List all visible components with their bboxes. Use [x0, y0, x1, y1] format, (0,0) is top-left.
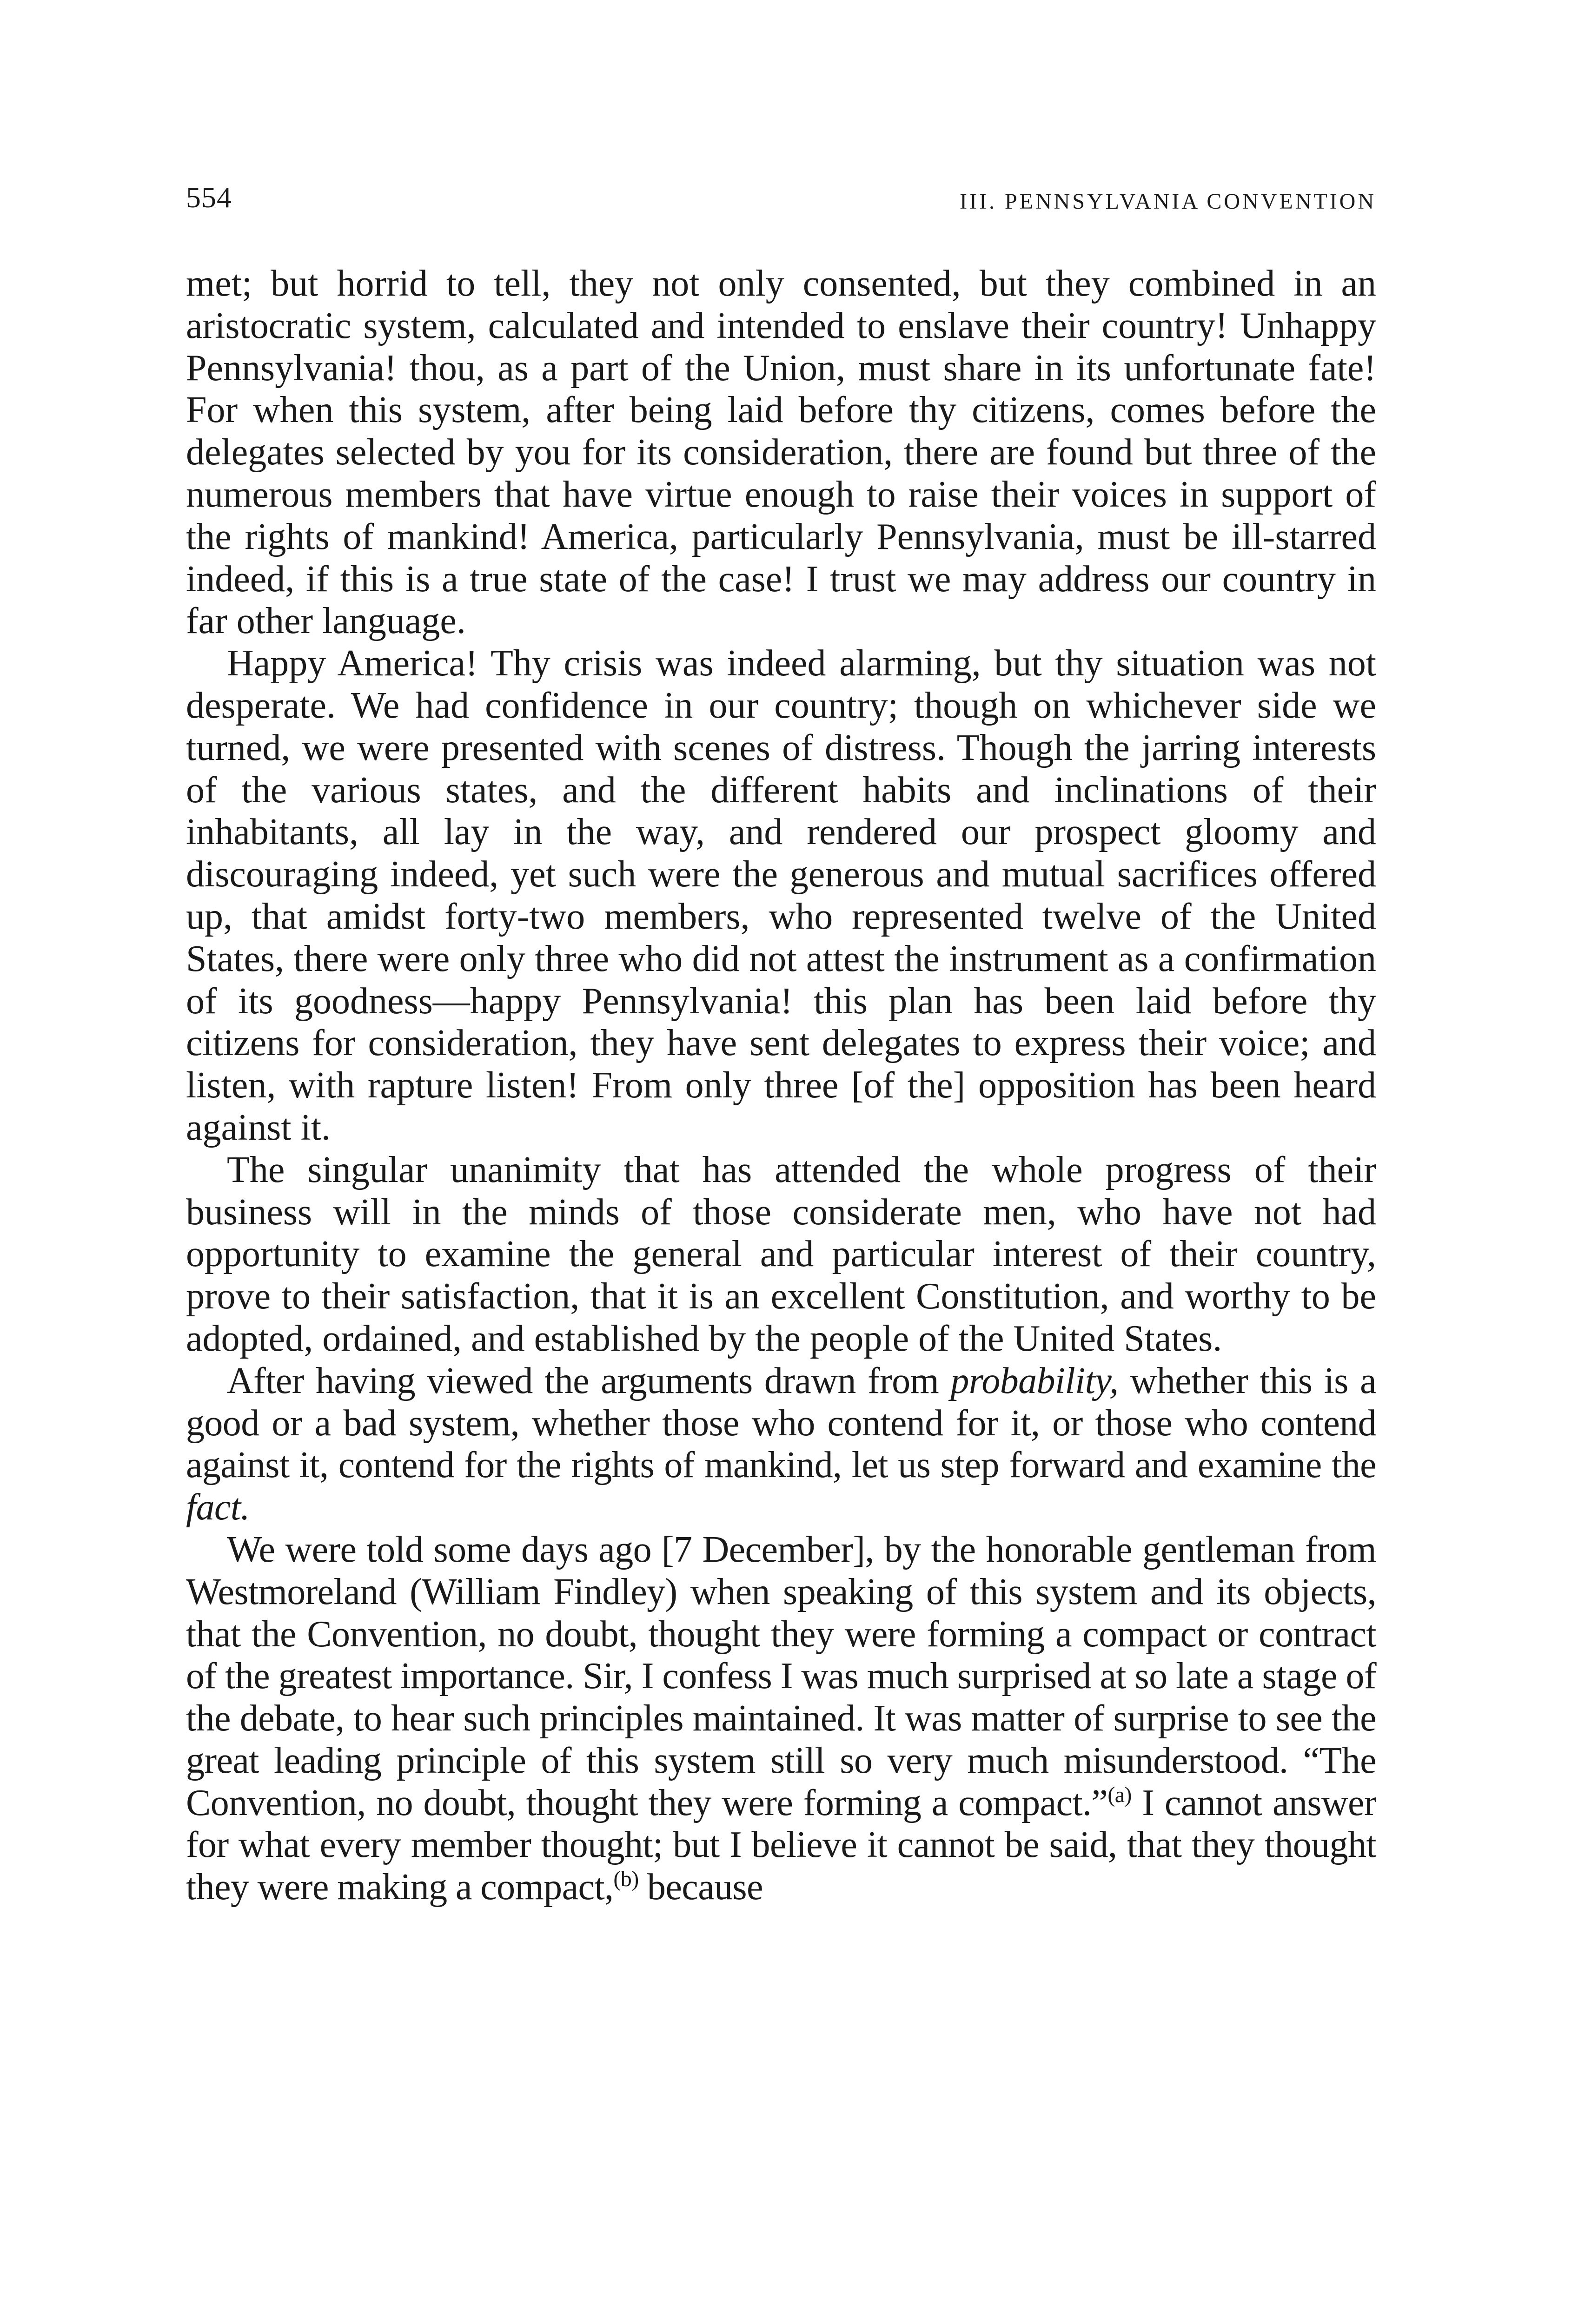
paragraph-4-text-b: whether this is a good or a bad system, whether those who contend for it, or those who contend against it, contend for the rights of mankind, let us step forward and examine the: [186, 1360, 1376, 1486]
paragraph-2: Happy America! Thy crisis was indeed alarming, but thy situation was not desperate. We had confidence in our country; though on whichever side we turned, we were presented with scenes of distress. Though the jarring interests of the various states, and the different habits and inclinations of their inhabitants, all lay in the way, and rendered our prospect gloomy and discouraging indeed, yet such were the generous and mutual sacrifices offered up, that amidst forty-two members, who represented twelve of the United States, there were only three who did not attest the instrument as a confirmation of its goodness—happy Pennsylvania! this plan has been laid before thy citizens for consideration, they have sent delegates to express their voice; and listen, with rapture listen! From only three [of the] opposition has been heard against it.: [186, 643, 1376, 1148]
paragraph-5-text-a: We were told some days ago [7 December], by the honorable gentleman from Westmoreland (William Findley) when speaking of this system and its objects, that the Convention, no doubt, thought they were forming a compact or contract of the greatest importance. Sir, I confess I was much surprised at so late a stage of the debate, to hear such principles maintained. It was matter of surprise to see the great leading principle of this system still so very much misunderstood. “The Convention, no doubt, thought they were forming a compact.”: [186, 1529, 1376, 1823]
footnote-marker-a: (a): [1107, 1782, 1132, 1807]
paragraph-5: [186, 1529, 1376, 1908]
paragraph-4: [186, 1360, 1376, 1529]
paragraph-4-italic-fact: fact.: [186, 1487, 250, 1528]
running-head: III. PENNSYLVANIA CONVENTION: [960, 189, 1376, 214]
paragraph-4-text-a: After having viewed the arguments drawn from: [227, 1360, 951, 1401]
paragraph-5-text-b: I cannot answer for what every member thought; but I believe it cannot be said, that they thought they were making a compact,: [186, 1782, 1376, 1908]
footnote-marker-b: (b): [613, 1867, 639, 1892]
paragraph-4-italic-probability: probability,: [950, 1360, 1119, 1401]
body-text: [186, 263, 1376, 1908]
page-number: 554: [186, 181, 232, 214]
paragraph-1: met; but horrid to tell, they not only consented, but they combined in an aristocratic system, calculated and intended to enslave their country! Unhappy Pennsylvania! thou, as a part of the Union, must share in its unfortunate fate! For when this system, after being laid before thy citizens, comes before the delegates selected by you for its consideration, there are found but three of the numerous members that have virtue enough to raise their voices in support of the rights of mankind! America, particularly Pennsylvania, must be ill-starred indeed, if this is a true state of the case! I trust we may address our country in far other language.: [186, 263, 1376, 642]
page-header: [186, 177, 1376, 232]
paragraph-3: The singular unanimity that has attended the whole progress of their business will in the minds of those considerate men, who have not had opportunity to examine the general and particular interest of their country, prove to their satisfaction, that it is an excellent Constitution, and worthy to be adopted, ordained, and established by the people of the United States.: [186, 1149, 1376, 1359]
paragraph-5-text-c: because: [638, 1867, 763, 1908]
